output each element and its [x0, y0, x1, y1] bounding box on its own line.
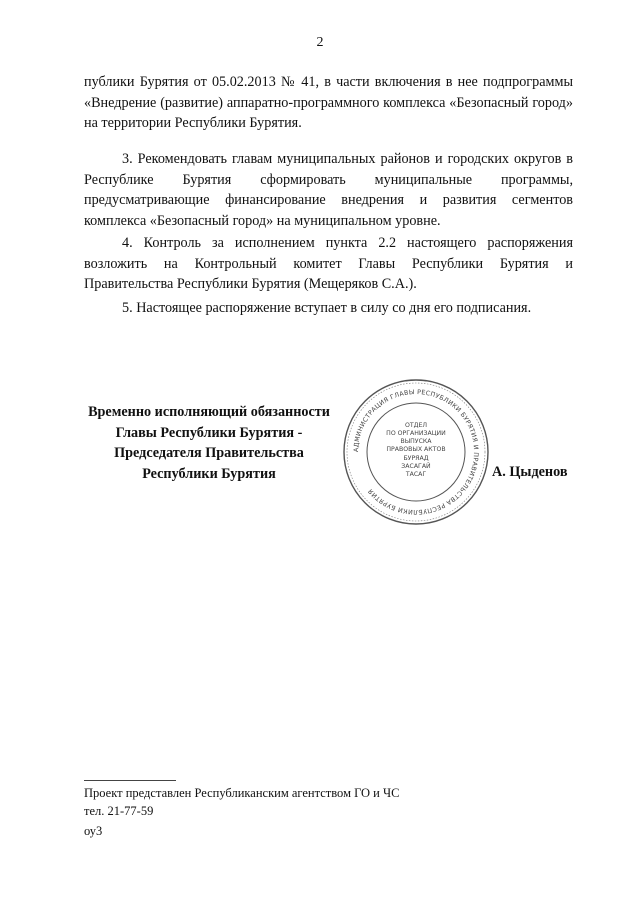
signatory-title-line: Республики Бурятия	[142, 465, 276, 482]
seal-center-line: БУРЯАД	[403, 455, 429, 462]
seal-center-line: ПО ОРГАНИЗАЦИИ	[386, 430, 446, 437]
footnote-text: Проект представлен Республиканским агентством ГО и ЧС	[84, 786, 400, 800]
seal-center-line: ТАСАГ	[405, 471, 427, 478]
official-seal-stamp	[342, 378, 490, 526]
page-number: 2	[316, 35, 324, 50]
paragraph-item-3: 3. Рекомендовать главам муниципальных районов и городских округов в Республике Бурятия сформировать муниципальные программы, предусматривающие финансирование внедрения и развития сегментов комплекса «Безопасный город» на муниципальном уровне.	[84, 151, 573, 229]
signatory-title-line: Временно исполняющий обязанности	[88, 404, 330, 420]
paragraph-item-4: 4. Контроль за исполнением пункта 2.2 настоящего распоряжения возложить на Контрольный комитет Главы Республики Бурятия и Правительства Республики Бурятия (Мещеряков С.А.).	[84, 235, 573, 292]
signatory-title-line: Председателя Правительства	[114, 445, 304, 461]
document-code: оу3	[84, 824, 103, 838]
paragraph-continuation: публики Бурятия от 05.02.2013 № 41, в части включения в нее подпрограммы «Внедрение (развитие) аппаратно-программного комплекса «Безопасный город» на территории Республики Бурятия.	[84, 74, 573, 131]
seal-center-line: ОТДЕЛ	[404, 422, 428, 429]
seal-center-line: ЗАСАГАЙ	[401, 463, 431, 470]
signer-name: А. Цыденов	[492, 464, 568, 480]
signatory-title-line: Главы Республики Бурятия -	[115, 424, 303, 441]
footnote-phone: тел. 21-77-59	[84, 804, 154, 818]
seal-ring-text: АДМИНИСТРАЦИЯ ГЛАВЫ РЕСПУБЛИКИ БУРЯТИЯ И ПРАВИТЕЛЬСТВА РЕСПУБЛИКИ БУРЯТИЯ	[352, 388, 480, 516]
seal-center-line: ВЫПУСКА	[400, 438, 432, 445]
seal-center-line: ПРАВОВЫХ АКТОВ	[386, 446, 446, 453]
paragraph-item-5: 5. Настоящее распоряжение вступает в силу со дня его подписания.	[122, 300, 532, 316]
footnote-divider	[84, 780, 176, 781]
signatory-title	[78, 402, 340, 484]
